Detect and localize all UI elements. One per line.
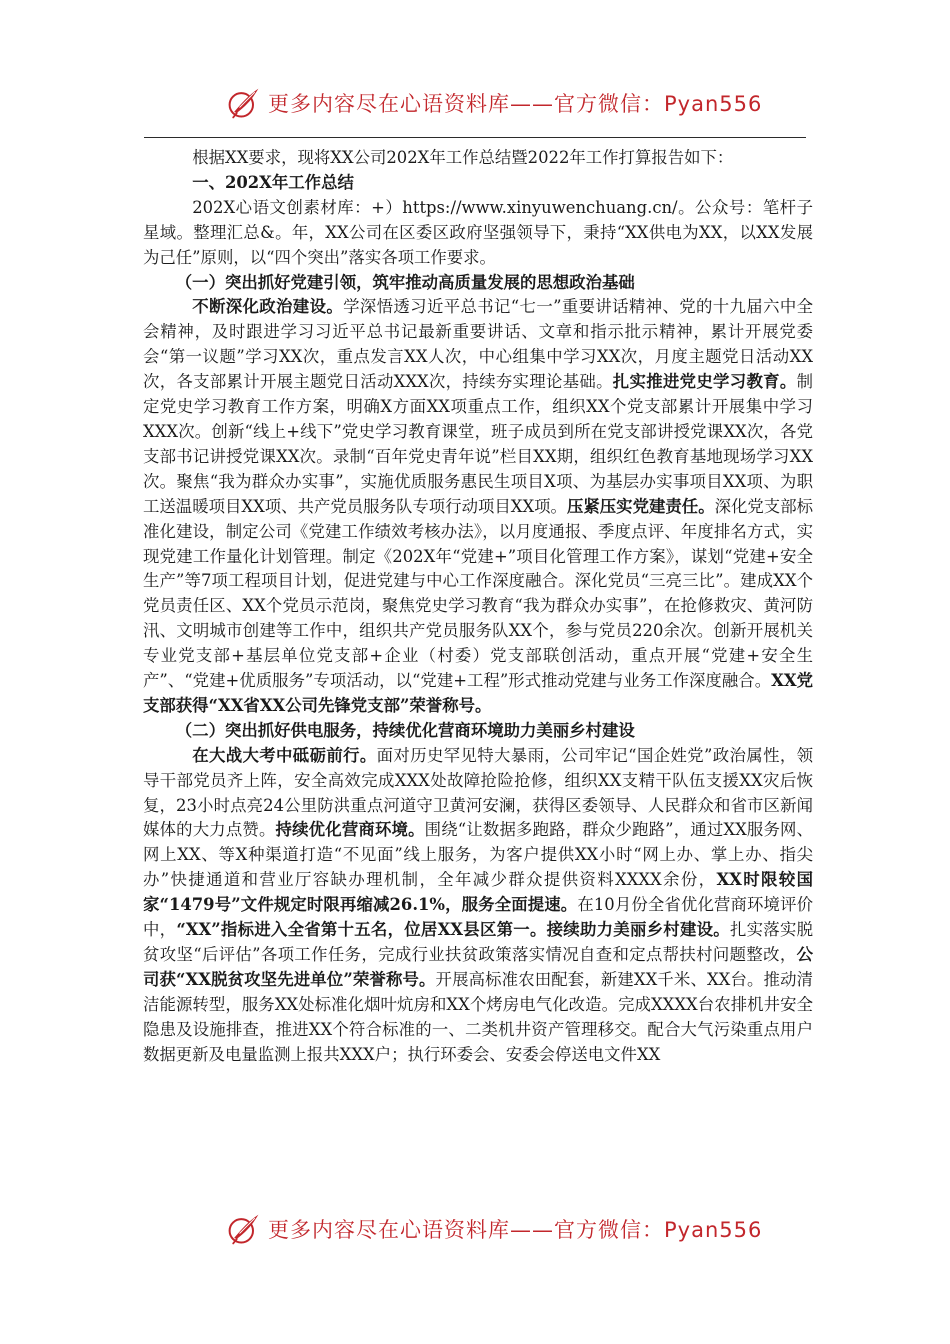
run-text: XX党支部获得“XX省XX公司先锋党支部”荣誉称号。 — [143, 671, 813, 715]
run-text: 面对历史罕见特大暴雨，公司牢记“国企姓党”政治属性，领导干部党员齐上阵，安全高效完成XXX处故障抢险抢修，组织XX支精干队伍支援XX灾后恢复，23小时点亮24公里防洪重点河道守卫黄河安澜，获得区委领导、人民群众和省市区新闻媒体的大力点赞。 — [143, 745, 814, 840]
header-banner — [0, 78, 950, 128]
run-text: 扎实推进党史学习教育。 — [612, 372, 797, 392]
document-body — [143, 146, 813, 1068]
overview-paragraph: 202X心语文创素材库：+）https://www.xinyuwenchuang.cn/。公众号：笔杆子星域。整理汇总&。年，XX公司在区委区政府坚强领导下，秉持“XX供电为XX，以XX发展为己任”原则，以“四个突出”落实各项工作要求。 — [143, 197, 813, 267]
run-text: 持续优化营商环境。 — [275, 820, 425, 840]
feather-pen-logo-icon — [226, 85, 262, 121]
run-text: 在大战大考中砥砺前行。 — [192, 745, 377, 765]
run-text: 公司获“XX脱贫攻坚先进单位”荣誉称号。 — [143, 945, 813, 989]
run-text: 围绕“让数据多跑路，群众少跑路”，通过XX服务网、网上XX、等X种渠道打造“不见面”线上服务，为客户提供XX小时“网上办、掌上办、指尖办”快捷通道和营业厅容缺办理机制，全年减少群众提供资料XXXX余份， — [143, 820, 814, 890]
header-divider — [144, 137, 806, 138]
run-text: 在10月份全省优化营商环境评价中， — [143, 895, 813, 940]
power-service-paragraph — [143, 744, 813, 1068]
run-text: XX时限较国家“1479号”文件规定时限再缩减26.1%，服务全面提速。 — [143, 870, 813, 915]
run-text: 制定党史学习教育工作方案，明确X方面XX项重点工作，组织XX个党支部累计开展集中学习XXX次。创新“线上+线下”党史学习教育课堂，班子成员到所在党支部讲授党课XX次，各党支部书记讲授党课XX次。录制“百年党史青年说”栏目XX期，组织红色教育基地现场学习XX次。聚焦“我为群众办实事”，实施优质服务惠民生项目X项、为基层办实事项目XX项、为职工送温暖项目XX项、共产党员服务队专项行动项目XX项。 — [143, 372, 813, 516]
intro-paragraph: 根据XX要求，现将XX公司202X年工作总结暨2022年工作打算报告如下： — [192, 148, 734, 167]
run-text: 深化党支部标准化建设，制定公司《党建工作绩效考核办法》，以月度通报、季度点评、年度排名方式，实现党建工作量化计划管理。制定《202X年“党建+”项目化管理工作方案》，谋划“党建+安全生产”等7项工程项目计划，促进党建与中心工作深度融合。深化党员“三亮三比”。建成XX个党员责任区、XX个党员示范岗，聚焦党史学习教育“我为群众办实事”，在抢修救灾、黄河防汛、文明城市创建等工作中，组织共产党员服务队XX个，参与党员220余次。创新开展机关专业党支部+基层单位党支部+企业（村委）党支部联创活动，重点开展“党建+安全生产”、“党建+优质服务”专项活动，以“党建+工程”形式推动党建与业务工作深度融合。 — [143, 496, 813, 691]
run-text: 开展高标准农田配套，新建XX千米、XX台。推动清洁能源转型，服务XX处标准化烟叶炕房和XX个烤房电气化改造。完成XXXX台农排机井安全隐患及设施排查，推进XX个符合标准的一、二类机井资产管理移交。配合大气污染重点用户数据更新及电量监测上报共XXX户；执行环委会、安委会停送电文件XX — [143, 969, 813, 1064]
banner-text: 更多内容尽在心语资料库——官方微信：Pyan556 — [268, 1218, 763, 1242]
party-building-paragraph — [143, 295, 813, 718]
subsection-heading-2: （二）突出抓好供电服务，持续优化营商环境助力美丽乡村建设 — [175, 720, 635, 740]
banner-text: 更多内容尽在心语资料库——官方微信：Pyan556 — [268, 92, 763, 116]
footer-banner — [0, 1204, 950, 1254]
run-text: “XX”指标进入全省第十五名，位居XX县区第一。接续助力美丽乡村建设。 — [176, 920, 730, 940]
feather-pen-logo-icon — [226, 1211, 262, 1247]
run-text: 扎实落实脱贫攻坚“后评估”各项工作任务，完成行业扶贫政策落实情况自查和定点帮扶村问题整改， — [143, 920, 814, 964]
run-text: 学深悟透习近平总书记“七一”重要讲话精神、党的十九届六中全会精神，及时跟进学习习近平总书记最新重要讲话、文章和指示批示精神，累计开展党委会“第一议题”学习XX次，重点发言XX人次，中心组集中学习XX次，月度主题党日活动XX次，各支部累计开展主题党日活动XXX次，持续夯实理论基础。 — [143, 297, 813, 392]
section-heading: 一、202X年工作总结 — [192, 172, 354, 192]
run-text: 不断深化政治建设。 — [192, 297, 344, 317]
run-text: 压紧压实党建责任。 — [566, 496, 715, 516]
subsection-heading-1: （一）突出抓好党建引领，筑牢推动高质量发展的思想政治基础 — [175, 272, 635, 292]
